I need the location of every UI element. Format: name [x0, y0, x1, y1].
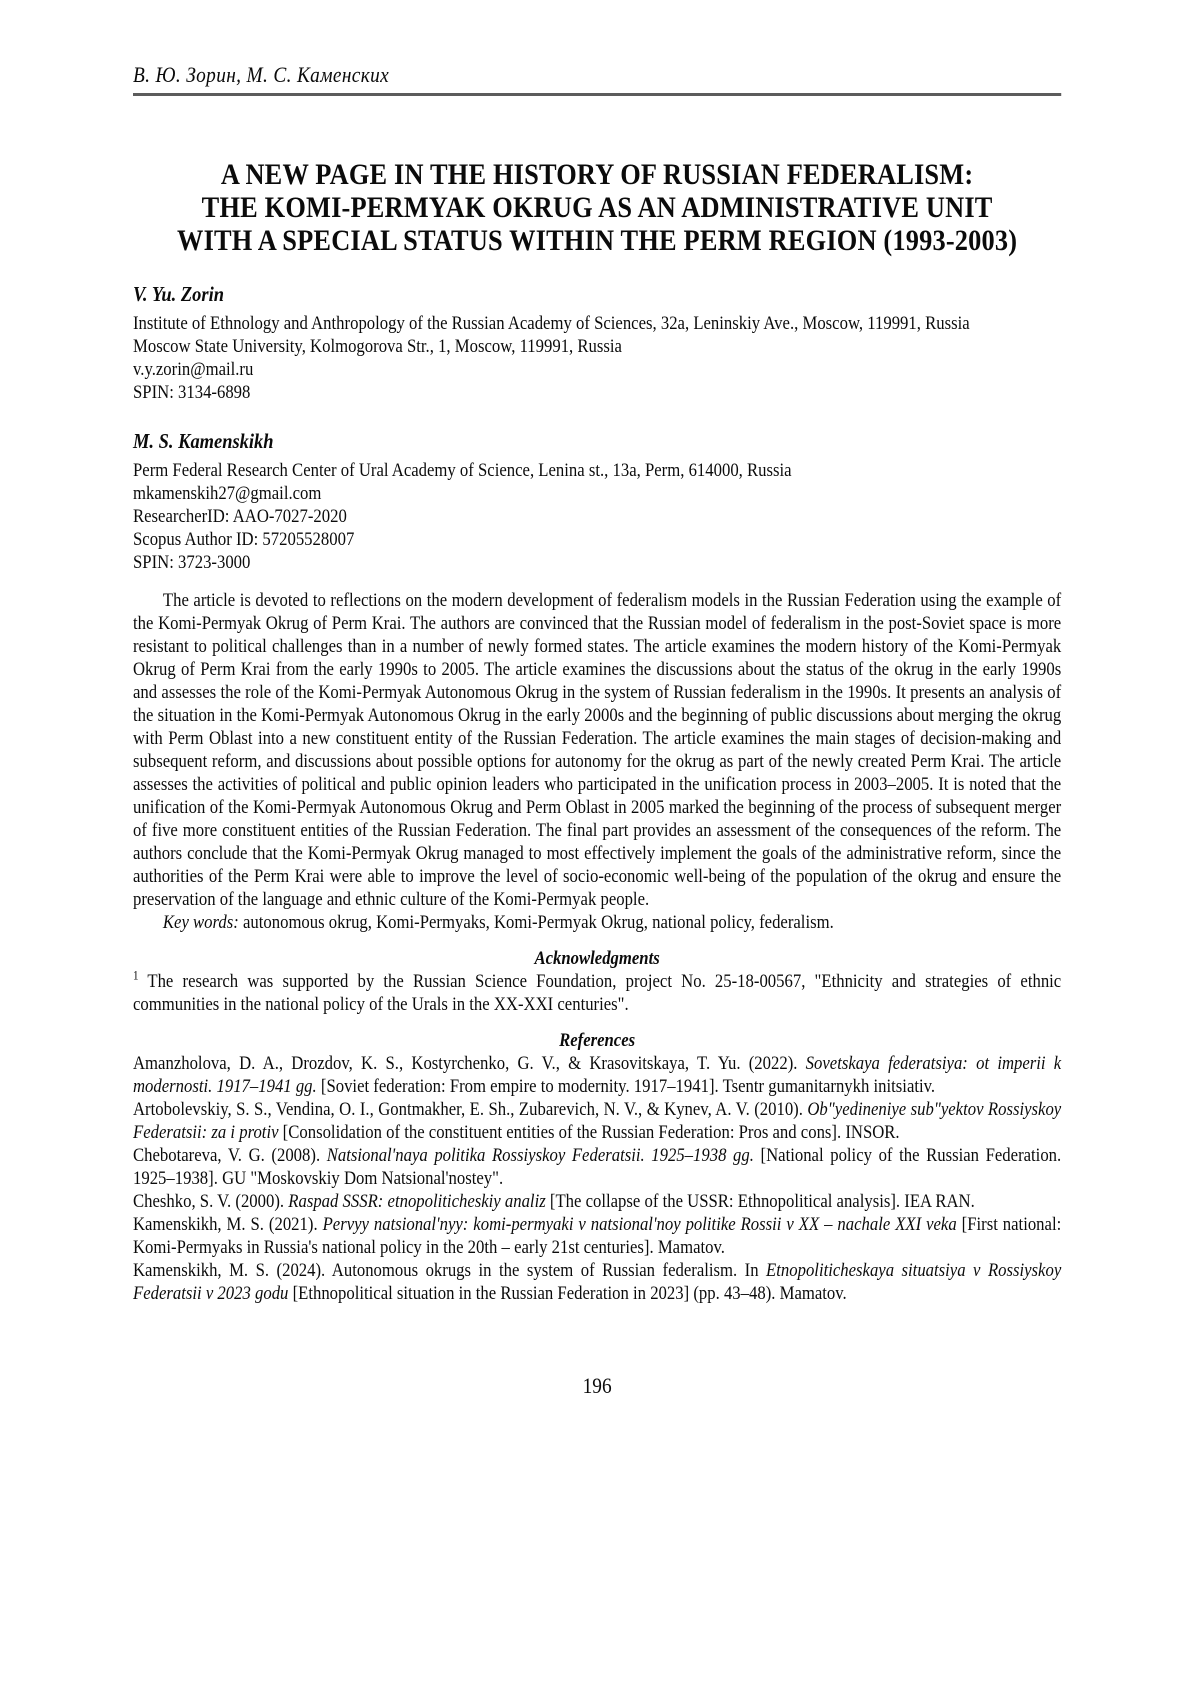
reference-item: Cheshko, S. V. (2000). Raspad SSSR: etnopoliticheskiy analiz [The collapse of the USSR: Ethnopolitical analysis]. IEA RAN.: [133, 1191, 975, 1212]
affiliation-line: Moscow State University, Kolmogorova Str., 1, Moscow, 119991, Russia: [133, 336, 622, 357]
document-page: [133, 0, 1061, 1399]
reference-item: Chebotareva, V. G. (2008). Natsional'naya politika Rossiyskoy Federatsii. 1925–1938 gg. [National policy of the Russian Federation. 1925–1938]. GU "Moskovskiy Dom Natsional'nostey".: [133, 1145, 1062, 1189]
keywords-line: [133, 911, 1061, 934]
references-list: [133, 1052, 1061, 1305]
acknowledgments-heading: Acknowledgments: [534, 948, 660, 969]
article-title-line-1: A NEW PAGE IN THE HISTORY OF RUSSIAN FEDERALISM:: [220, 158, 974, 191]
keywords-text: autonomous okrug, Komi-Permyaks, Komi-Permyak Okrug, national policy, federalism.: [238, 912, 834, 933]
page-number: 196: [582, 1373, 612, 1398]
abstract-paragraph: The article is devoted to reflections on the modern development of federalism models in the Russian Federation using the example of the Komi-Permyak Okrug of Perm Krai. The authors are convinced that the Russian model of federalism in the post-Soviet space is more resistant to political challenges than in a number of newly formed states. The article examines the modern history of the Komi-Permyak Okrug of Perm Krai from the early 1990s to 2005. The article examines the discussions about the status of the okrug in the early 1990s and assesses the role of the Komi-Permyak Autonomous Okrug in the system of Russian federalism in the 1990s. It presents an analysis of the situation in the Komi-Permyak Autonomous Okrug in the early 2000s and the beginning of public discussions about merging the okrug with Perm Oblast into a new constituent entity of the Russian Federation. The article examines the main stages of decision-making and subsequent reform, and discussions about possible options for autonomy for the okrug as part of the newly created Perm Krai. The article assesses the activities of political and public opinion leaders who participated in the unification process in 2003–2005. It is noted that the unification of the Komi-Permyak Autonomous Okrug and Perm Oblast in 2005 marked the beginning of the process of subsequent merger of five more constituent entities of the Russian Federation. The final part provides an assessment of the consequences of the reform. The authors conclude that the Komi-Permyak Okrug managed to most effectively implement the goals of the administrative reform, since the authorities of the Perm Krai were able to improve the level of socio-economic well-being of the population of the okrug and ensure the preservation of the language and ethnic culture of the Komi-Permyak people.: [133, 590, 1062, 910]
reference-item: Kamenskikh, M. S. (2021). Pervyy natsional'nyy: komi-permyaki v natsional'noy politike Rossii v XX – nachale XXI veka [First national: Komi-Permyaks in Russia's national policy in the 20th – early 21st centuries]. Mamatov.: [133, 1214, 1062, 1258]
author-name: M. S. Kamenskikh: [133, 429, 274, 453]
author-email: mkamenskih27@gmail.com: [133, 483, 322, 504]
affiliation-line: Institute of Ethnology and Anthropology of the Russian Academy of Sciences, 32a, Leninskiy Ave., Moscow, 119991, Russia: [133, 313, 970, 334]
affiliation-line: Perm Federal Research Center of Ural Academy of Science, Lenina st., 13a, Perm, 614000, Russia: [133, 460, 792, 481]
reference-item: Artobolevskiy, S. S., Vendina, O. I., Gontmakher, E. Sh., Zubarevich, N. V., & Kynev, A. V. (2010). Ob"yedineniye sub"yektov Rossiyskoy Federatsii: za i protiv [Consolidation of the constituent entities of the Russian Federation: Pros and cons]. INSOR.: [133, 1099, 1062, 1143]
author-details: [133, 312, 1061, 404]
header-rule: [133, 93, 1061, 96]
author-section-zorin: [133, 282, 1061, 404]
keywords-label: Key words:: [162, 912, 239, 933]
reference-item: Kamenskikh, M. S. (2024). Autonomous okrugs in the system of Russian federalism. In Etnopoliticheskaya situatsiya v Rossiyskoy Federatsii v 2023 godu [Ethnopolitical situation in the Russian Federation in 2023] (pp. 43–48). Mamatov.: [133, 1260, 1062, 1304]
author-section-kamenskikh: [133, 429, 1061, 574]
author-spin: SPIN: 3134-6898: [133, 382, 251, 403]
article-title: [133, 158, 1061, 257]
author-name: V. Yu. Zorin: [133, 282, 224, 306]
footnote-text: The research was supported by the Russian Science Foundation, project No. 25-18-00567, "Ethnicity and strategies of ethnic communities in the national policy of the Urals in the XX-XXI centuries".: [133, 971, 1062, 1015]
author-spin: SPIN: 3723-3000: [133, 552, 251, 573]
running-head: В. Ю. Зорин, М. С. Каменских: [133, 62, 390, 87]
reference-item: Amanzholova, D. A., Drozdov, K. S., Kostyrchenko, G. V., & Krasovitskaya, T. Yu. (2022). Sovetskaya federatsiya: ot imperii k modernosti. 1917–1941 gg. [Soviet federation: From empire to modernity. 1917–1941]. Tsentr gumanitarnykh initsiativ.: [133, 1053, 1062, 1097]
author-details: [133, 459, 1061, 574]
footnote-marker: 1: [133, 968, 139, 983]
acknowledgments-footnote: [133, 970, 1061, 1016]
references-heading: References: [559, 1030, 636, 1051]
author-scopus-id: Scopus Author ID: 57205528007: [133, 529, 355, 550]
article-title-line-2: THE KOMI-PERMYAK OKRUG AS AN ADMINISTRATIVE UNIT: [201, 191, 993, 224]
author-email: v.y.zorin@mail.ru: [133, 359, 254, 380]
article-title-line-3: WITH A SPECIAL STATUS WITHIN THE PERM REGION (1993-2003): [177, 224, 1018, 257]
author-researcher-id: ResearcherID: AAO-7027-2020: [133, 506, 347, 527]
